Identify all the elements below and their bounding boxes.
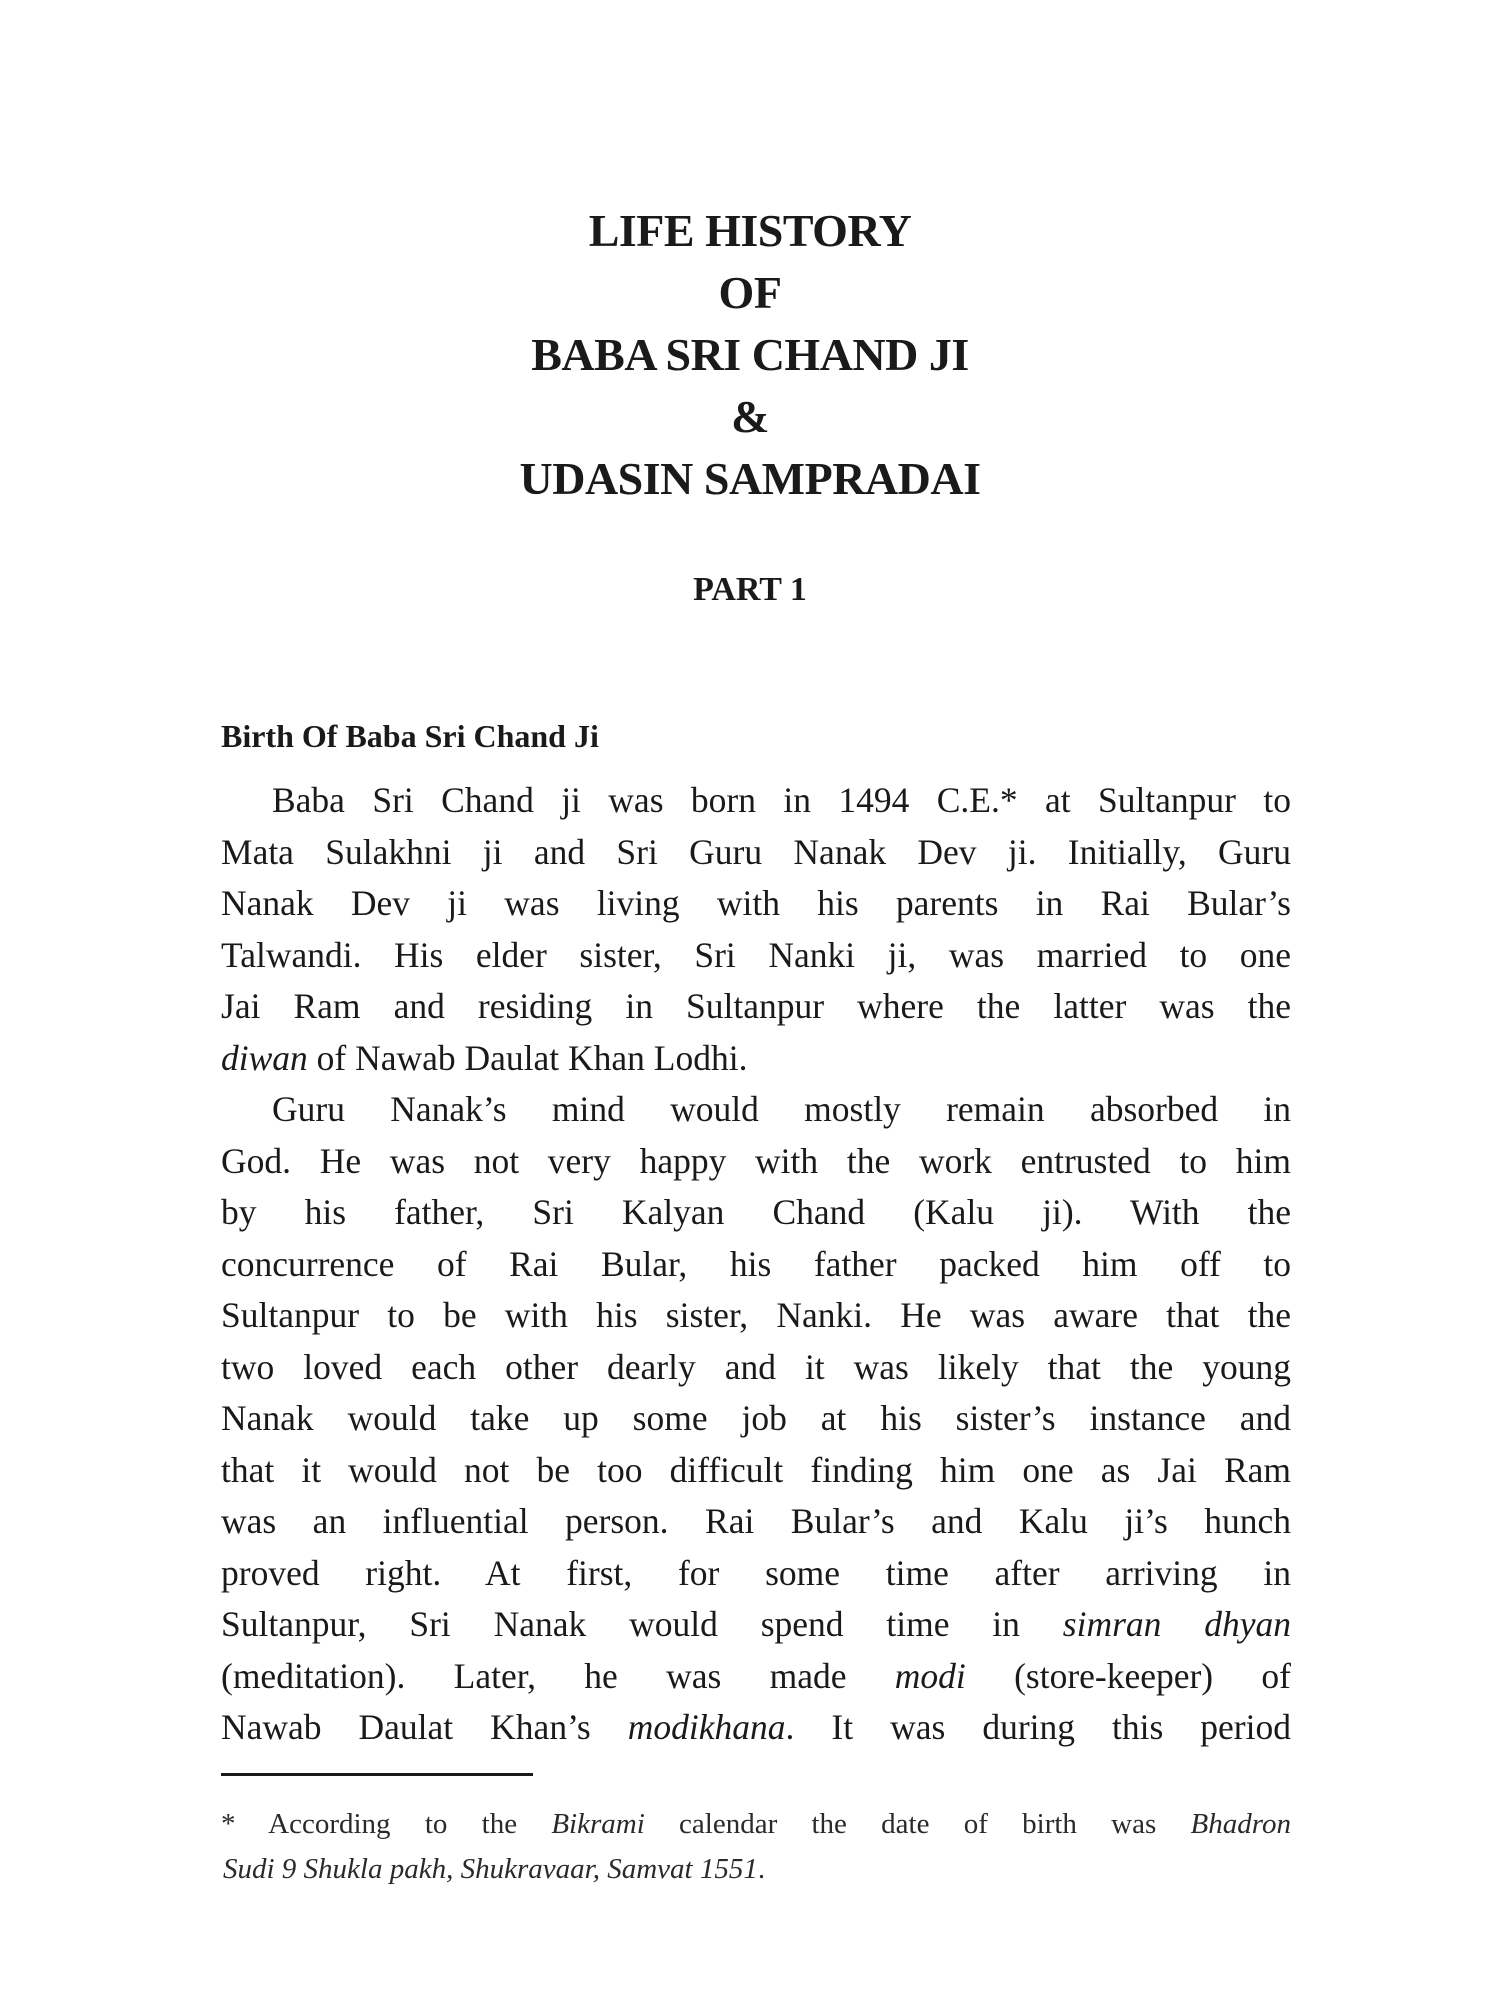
body-fragment: (meditation). Later, he was made — [221, 1655, 895, 1696]
body-line: Guru Nanak’s mind would mostly remain absorbed in — [272, 1089, 1291, 1129]
body-line: Sultanpur to be with his sister, Nanki. He was aware that the — [221, 1295, 1291, 1335]
body-line: was an influential person. Rai Bular’s and Kalu ji’s hunch — [221, 1501, 1291, 1541]
title-line-3: BABA SRI CHAND JI — [531, 329, 969, 380]
italic-term: simran dhyan — [1062, 1604, 1291, 1644]
italic-term: diwan — [221, 1037, 308, 1078]
footnote-line — [221, 1802, 1291, 1847]
body-line: Talwandi. His elder sister, Sri Nanki ji, was married to one — [221, 934, 1291, 975]
body-line: Baba Sri Chand ji was born in 1494 C.E.* at Sultanpur to — [272, 780, 1291, 820]
part-label: PART 1 — [693, 571, 807, 608]
body-line: two loved each other dearly and it was likely that the young — [221, 1346, 1291, 1387]
italic-term: modi — [894, 1655, 966, 1696]
title-line-2: OF — [718, 267, 782, 318]
body-fragment: of Nawab Daulat Khan Lodhi. — [307, 1037, 748, 1078]
body-fragment: Nawab Daulat Khan’s — [221, 1707, 628, 1747]
italic-term: Bhadron — [1190, 1808, 1291, 1840]
footnote-divider — [221, 1773, 533, 1776]
body-line: Jai Ram and residing in Sultanpur where the latter was the — [221, 986, 1291, 1026]
section-heading: Birth Of Baba Sri Chand Ji — [221, 718, 599, 754]
body-fragment: Sultanpur, Sri Nanak would spend time in — [221, 1604, 1063, 1644]
body-line — [221, 1651, 1291, 1703]
body-line: proved right. At first, for some time after arriving in — [221, 1552, 1291, 1593]
footnote — [221, 1802, 1291, 1892]
body-line: concurrence of Rai Bular, his father packed him off to — [221, 1243, 1291, 1284]
body-line: Nanak Dev ji was living with his parents in Rai Bular’s — [221, 883, 1291, 923]
footnote-fragment: * According to the — [221, 1808, 552, 1840]
body-line — [221, 1033, 1291, 1085]
body-text — [221, 775, 1291, 1754]
footnote-line — [221, 1847, 1291, 1892]
chapter-title — [0, 200, 1500, 510]
body-fragment: (store-keeper) of — [965, 1655, 1291, 1696]
body-line: that it would not be too difficult finding him one as Jai Ram — [221, 1449, 1291, 1490]
body-fragment: . It was during this period — [785, 1707, 1291, 1747]
body-line: Mata Sulakhni ji and Sri Guru Nanak Dev ji. Initially, Guru — [221, 831, 1291, 872]
title-line-1: LIFE HISTORY — [588, 205, 912, 256]
body-line: by his father, Sri Kalyan Chand (Kalu ji). With the — [221, 1192, 1291, 1232]
footnote-fragment: . — [757, 1853, 766, 1885]
body-line — [221, 1599, 1291, 1651]
italic-term: Sudi 9 Shukla pakh, Shukravaar, Samvat 1551 — [223, 1853, 758, 1885]
title-line-4: & — [731, 391, 769, 442]
body-line: God. He was not very happy with the work entrusted to him — [221, 1140, 1291, 1181]
body-line: Nanak would take up some job at his sister’s instance and — [221, 1398, 1291, 1438]
italic-term: Bikrami — [551, 1808, 645, 1840]
body-line — [221, 1702, 1291, 1754]
italic-term: modikhana — [627, 1707, 786, 1747]
footnote-fragment: calendar the date of birth was — [644, 1808, 1191, 1840]
title-line-5: UDASIN SAMPRADAI — [519, 453, 981, 504]
